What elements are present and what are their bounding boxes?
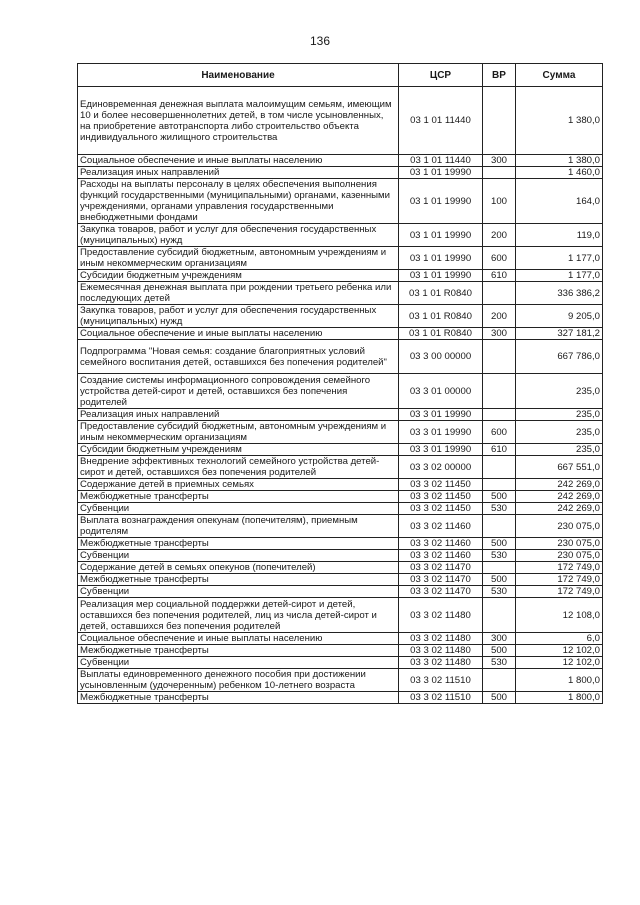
row-name-cell: Подпрограмма "Новая семья: создание благоприятных условий семейного воспитания детей, оставшихся без попечения родителей" xyxy=(78,340,399,374)
row-name-cell: Социальное обеспечение и иные выплаты населению xyxy=(78,328,399,340)
row-sum-cell: 172 749,0 xyxy=(516,586,603,598)
row-vr-cell: 300 xyxy=(483,155,516,167)
row-vr-cell xyxy=(483,167,516,179)
row-sum-cell: 1 177,0 xyxy=(516,247,603,270)
row-csr-cell: 03 1 01 11440 xyxy=(399,87,483,155)
table-row xyxy=(78,669,603,692)
row-vr-cell: 530 xyxy=(483,503,516,515)
row-csr-cell: 03 3 02 11460 xyxy=(399,538,483,550)
row-csr-cell: 03 1 01 R0840 xyxy=(399,328,483,340)
row-sum-cell: 172 749,0 xyxy=(516,562,603,574)
row-sum-cell: 12 108,0 xyxy=(516,598,603,633)
row-name-cell: Межбюджетные трансферты xyxy=(78,538,399,550)
row-name-cell: Межбюджетные трансферты xyxy=(78,645,399,657)
row-name-cell: Ежемесячная денежная выплата при рождении третьего ребенка или последующих детей xyxy=(78,282,399,305)
row-sum-cell: 235,0 xyxy=(516,421,603,444)
row-sum-cell: 9 205,0 xyxy=(516,305,603,328)
column-header-csr: ЦСР xyxy=(399,64,483,87)
row-csr-cell: 03 3 02 11510 xyxy=(399,669,483,692)
row-vr-cell: 300 xyxy=(483,328,516,340)
row-sum-cell: 230 075,0 xyxy=(516,515,603,538)
table-row xyxy=(78,479,603,491)
row-csr-cell: 03 1 01 19990 xyxy=(399,167,483,179)
table-row xyxy=(78,692,603,704)
row-csr-cell: 03 3 00 00000 xyxy=(399,340,483,374)
row-sum-cell: 327 181,2 xyxy=(516,328,603,340)
row-vr-cell: 500 xyxy=(483,491,516,503)
budget-table xyxy=(77,63,603,704)
row-sum-cell: 12 102,0 xyxy=(516,645,603,657)
row-csr-cell: 03 3 01 19990 xyxy=(399,444,483,456)
table-row xyxy=(78,645,603,657)
row-vr-cell: 600 xyxy=(483,247,516,270)
table-row xyxy=(78,305,603,328)
row-vr-cell xyxy=(483,669,516,692)
table-row xyxy=(78,491,603,503)
table-row xyxy=(78,598,603,633)
table-row xyxy=(78,340,603,374)
row-vr-cell xyxy=(483,515,516,538)
row-csr-cell: 03 3 02 11450 xyxy=(399,479,483,491)
row-csr-cell: 03 3 01 00000 xyxy=(399,374,483,409)
row-sum-cell: 242 269,0 xyxy=(516,503,603,515)
row-vr-cell: 300 xyxy=(483,633,516,645)
row-csr-cell: 03 3 02 11480 xyxy=(399,657,483,669)
row-name-cell: Субвенции xyxy=(78,550,399,562)
row-name-cell: Закупка товаров, работ и услуг для обеспечения государственных (муниципальных) нужд xyxy=(78,305,399,328)
table-row xyxy=(78,515,603,538)
row-csr-cell: 03 3 02 11470 xyxy=(399,562,483,574)
row-sum-cell: 1 177,0 xyxy=(516,270,603,282)
table-row xyxy=(78,421,603,444)
row-csr-cell: 03 1 01 19990 xyxy=(399,247,483,270)
row-name-cell: Предоставление субсидий бюджетным, автономным учреждениям и иным некоммерческим организациям xyxy=(78,421,399,444)
table-row xyxy=(78,444,603,456)
row-sum-cell: 1 460,0 xyxy=(516,167,603,179)
row-vr-cell: 530 xyxy=(483,657,516,669)
row-vr-cell xyxy=(483,87,516,155)
table-row xyxy=(78,550,603,562)
row-csr-cell: 03 3 02 11450 xyxy=(399,503,483,515)
row-sum-cell: 6,0 xyxy=(516,633,603,645)
row-csr-cell: 03 3 02 11450 xyxy=(399,491,483,503)
row-csr-cell: 03 3 02 11480 xyxy=(399,633,483,645)
table-row xyxy=(78,409,603,421)
row-vr-cell: 600 xyxy=(483,421,516,444)
row-vr-cell xyxy=(483,456,516,479)
row-sum-cell: 172 749,0 xyxy=(516,574,603,586)
row-sum-cell: 230 075,0 xyxy=(516,550,603,562)
row-sum-cell: 667 551,0 xyxy=(516,456,603,479)
row-sum-cell: 1 380,0 xyxy=(516,155,603,167)
table-row xyxy=(78,633,603,645)
row-sum-cell: 235,0 xyxy=(516,374,603,409)
row-vr-cell: 200 xyxy=(483,224,516,247)
column-header-sum: Сумма xyxy=(516,64,603,87)
row-name-cell: Закупка товаров, работ и услуг для обеспечения государственных (муниципальных) нужд xyxy=(78,224,399,247)
row-sum-cell: 1 800,0 xyxy=(516,669,603,692)
row-vr-cell xyxy=(483,409,516,421)
row-sum-cell: 336 386,2 xyxy=(516,282,603,305)
row-csr-cell: 03 1 01 R0840 xyxy=(399,305,483,328)
row-name-cell: Субсидии бюджетным учреждениям xyxy=(78,444,399,456)
table-header-row xyxy=(78,64,603,87)
row-name-cell: Социальное обеспечение и иные выплаты населению xyxy=(78,633,399,645)
row-name-cell: Межбюджетные трансферты xyxy=(78,491,399,503)
row-vr-cell: 610 xyxy=(483,270,516,282)
table-row xyxy=(78,586,603,598)
row-vr-cell: 500 xyxy=(483,692,516,704)
row-name-cell: Реализация мер социальной поддержки детей-сирот и детей, оставшихся без попечения родителей, лиц из числа детей-сирот и детей, оставшихся без попечения родителей xyxy=(78,598,399,633)
row-vr-cell: 530 xyxy=(483,550,516,562)
table-row xyxy=(78,247,603,270)
row-csr-cell: 03 3 02 11460 xyxy=(399,515,483,538)
row-vr-cell: 530 xyxy=(483,586,516,598)
row-csr-cell: 03 3 02 11480 xyxy=(399,598,483,633)
row-csr-cell: 03 3 02 11460 xyxy=(399,550,483,562)
row-sum-cell: 164,0 xyxy=(516,179,603,224)
row-name-cell: Субсидии бюджетным учреждениям xyxy=(78,270,399,282)
row-name-cell: Выплаты единовременного денежного пособия при достижении усыновленным (удочеренным) ребенком 10-летнего возраста xyxy=(78,669,399,692)
row-name-cell: Субвенции xyxy=(78,657,399,669)
table-row xyxy=(78,562,603,574)
row-csr-cell: 03 1 01 19990 xyxy=(399,179,483,224)
row-vr-cell: 500 xyxy=(483,645,516,657)
row-name-cell: Расходы на выплаты персоналу в целях обеспечения выполнения функций государственными (муниципальными) органами, казенными учреждениями, органами управления государственными внебюджетными фондами xyxy=(78,179,399,224)
table-row xyxy=(78,167,603,179)
table-row xyxy=(78,657,603,669)
column-header-vr: ВР xyxy=(483,64,516,87)
table-row xyxy=(78,374,603,409)
row-csr-cell: 03 3 01 19990 xyxy=(399,409,483,421)
row-sum-cell: 242 269,0 xyxy=(516,491,603,503)
row-csr-cell: 03 3 02 11510 xyxy=(399,692,483,704)
row-name-cell: Единовременная денежная выплата малоимущим семьям, имеющим 10 и более несовершеннолетних детей, в том числе усыновленных, на приобретение автотранспорта либо строительство объекта индивидуального жилищного строительства xyxy=(78,87,399,155)
table-row xyxy=(78,179,603,224)
row-csr-cell: 03 3 02 11480 xyxy=(399,645,483,657)
row-csr-cell: 03 3 02 00000 xyxy=(399,456,483,479)
row-name-cell: Предоставление субсидий бюджетным, автономным учреждениям и иным некоммерческим организациям xyxy=(78,247,399,270)
row-vr-cell xyxy=(483,598,516,633)
page-number: 136 xyxy=(309,34,331,48)
row-name-cell: Межбюджетные трансферты xyxy=(78,574,399,586)
row-csr-cell: 03 1 01 R0840 xyxy=(399,282,483,305)
row-csr-cell: 03 1 01 11440 xyxy=(399,155,483,167)
row-vr-cell: 500 xyxy=(483,538,516,550)
table-row xyxy=(78,538,603,550)
row-csr-cell: 03 3 02 11470 xyxy=(399,586,483,598)
row-name-cell: Социальное обеспечение и иные выплаты населению xyxy=(78,155,399,167)
row-name-cell: Содержание детей в приемных семьях xyxy=(78,479,399,491)
row-vr-cell: 100 xyxy=(483,179,516,224)
row-name-cell: Выплата вознаграждения опекунам (попечителям), приемным родителям xyxy=(78,515,399,538)
table-row xyxy=(78,328,603,340)
row-sum-cell: 242 269,0 xyxy=(516,479,603,491)
row-sum-cell: 1 380,0 xyxy=(516,87,603,155)
row-sum-cell: 230 075,0 xyxy=(516,538,603,550)
row-sum-cell: 12 102,0 xyxy=(516,657,603,669)
table-row xyxy=(78,155,603,167)
row-sum-cell: 1 800,0 xyxy=(516,692,603,704)
row-name-cell: Субвенции xyxy=(78,586,399,598)
row-name-cell: Реализация иных направлений xyxy=(78,167,399,179)
row-name-cell: Внедрение эффективных технологий семейного устройства детей-сирот и детей, оставшихся без попечения родителей xyxy=(78,456,399,479)
row-csr-cell: 03 1 01 19990 xyxy=(399,270,483,282)
row-csr-cell: 03 3 02 11470 xyxy=(399,574,483,586)
table-row xyxy=(78,270,603,282)
column-header-name: Наименование xyxy=(78,64,399,87)
table-row xyxy=(78,503,603,515)
row-sum-cell: 235,0 xyxy=(516,409,603,421)
row-sum-cell: 667 786,0 xyxy=(516,340,603,374)
table-row xyxy=(78,87,603,155)
row-name-cell: Реализация иных направлений xyxy=(78,409,399,421)
row-sum-cell: 235,0 xyxy=(516,444,603,456)
row-name-cell: Межбюджетные трансферты xyxy=(78,692,399,704)
row-vr-cell: 500 xyxy=(483,574,516,586)
table-row xyxy=(78,574,603,586)
row-vr-cell xyxy=(483,374,516,409)
row-sum-cell: 119,0 xyxy=(516,224,603,247)
table-body xyxy=(78,87,603,704)
row-vr-cell xyxy=(483,282,516,305)
row-vr-cell: 200 xyxy=(483,305,516,328)
row-name-cell: Создание системы информационного сопровождения семейного устройства детей-сирот и детей, оставшихся без попечения родителей xyxy=(78,374,399,409)
row-name-cell: Субвенции xyxy=(78,503,399,515)
row-name-cell: Содержание детей в семьях опекунов (попечителей) xyxy=(78,562,399,574)
row-vr-cell xyxy=(483,562,516,574)
table-row xyxy=(78,282,603,305)
table-row xyxy=(78,456,603,479)
row-vr-cell xyxy=(483,479,516,491)
row-csr-cell: 03 3 01 19990 xyxy=(399,421,483,444)
row-vr-cell xyxy=(483,340,516,374)
row-csr-cell: 03 1 01 19990 xyxy=(399,224,483,247)
row-vr-cell: 610 xyxy=(483,444,516,456)
table-row xyxy=(78,224,603,247)
